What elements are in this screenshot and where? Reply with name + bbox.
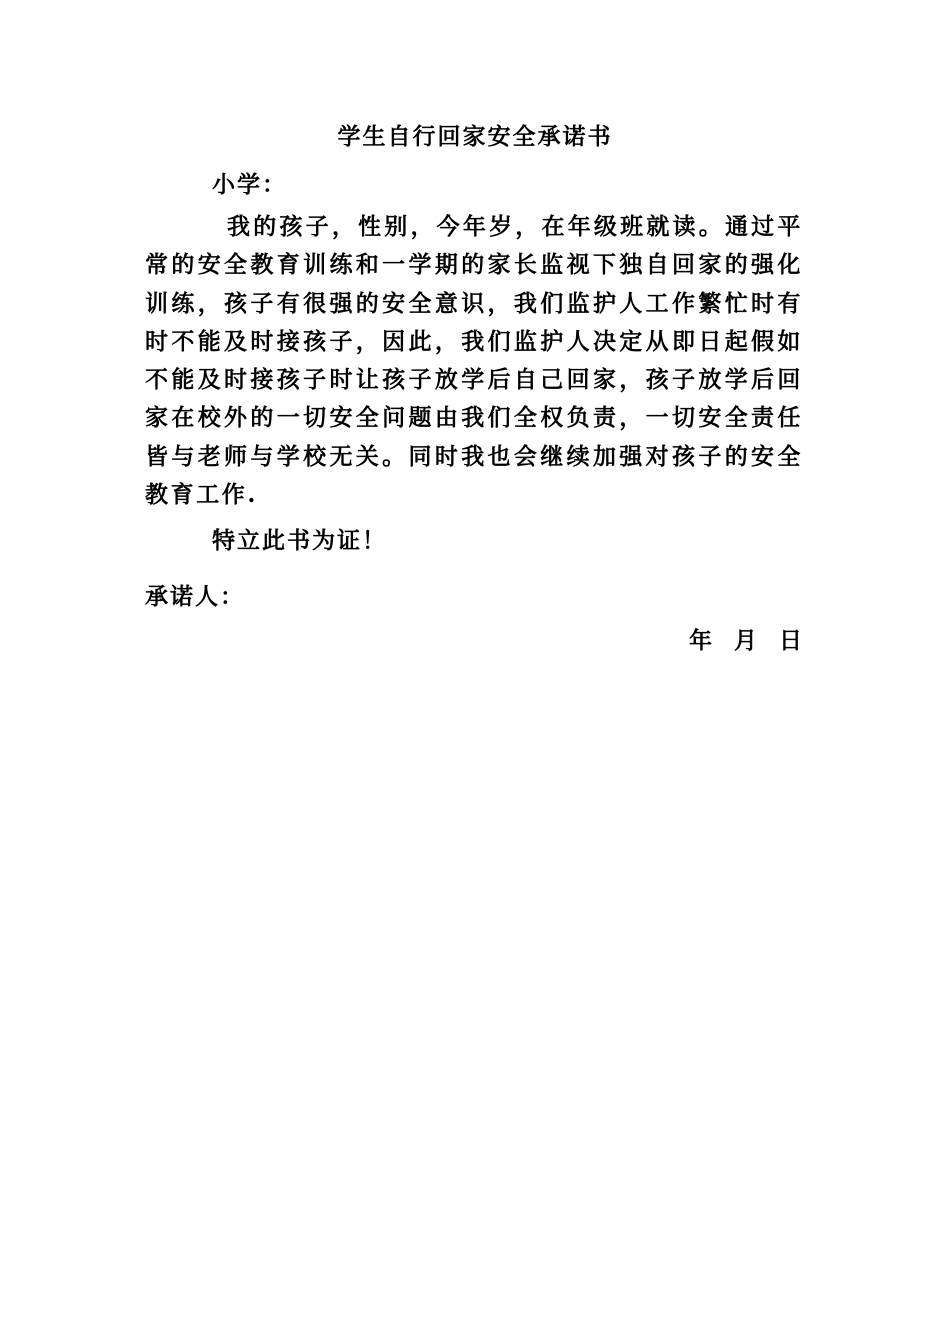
date-label: 年 月 日 [688, 627, 804, 654]
closing-statement: 特立此书为证！ [212, 527, 387, 554]
body-paragraph: 我的孩子，性别，今年岁，在年级班就读。通过平常的安全教育训练和一学期的家长监视下独自回家的强化训练，孩子有很强的安全意识，我们监护人工作繁忙时有时不能及时接孩子，因此，我们监护人决定从即日起假如不能及时接孩子时让孩子放学后自己回家，孩子放学后回家在校外的一切安全问题由我们全权负责，一切安全责任皆与老师与学校无关。同时我也会继续加强对孩子的安全教育工作. [145, 213, 803, 509]
document-title: 学生自行回家安全承诺书 [337, 123, 613, 150]
salutation: 小学： [212, 171, 287, 198]
signer-label: 承诺人： [145, 583, 245, 610]
